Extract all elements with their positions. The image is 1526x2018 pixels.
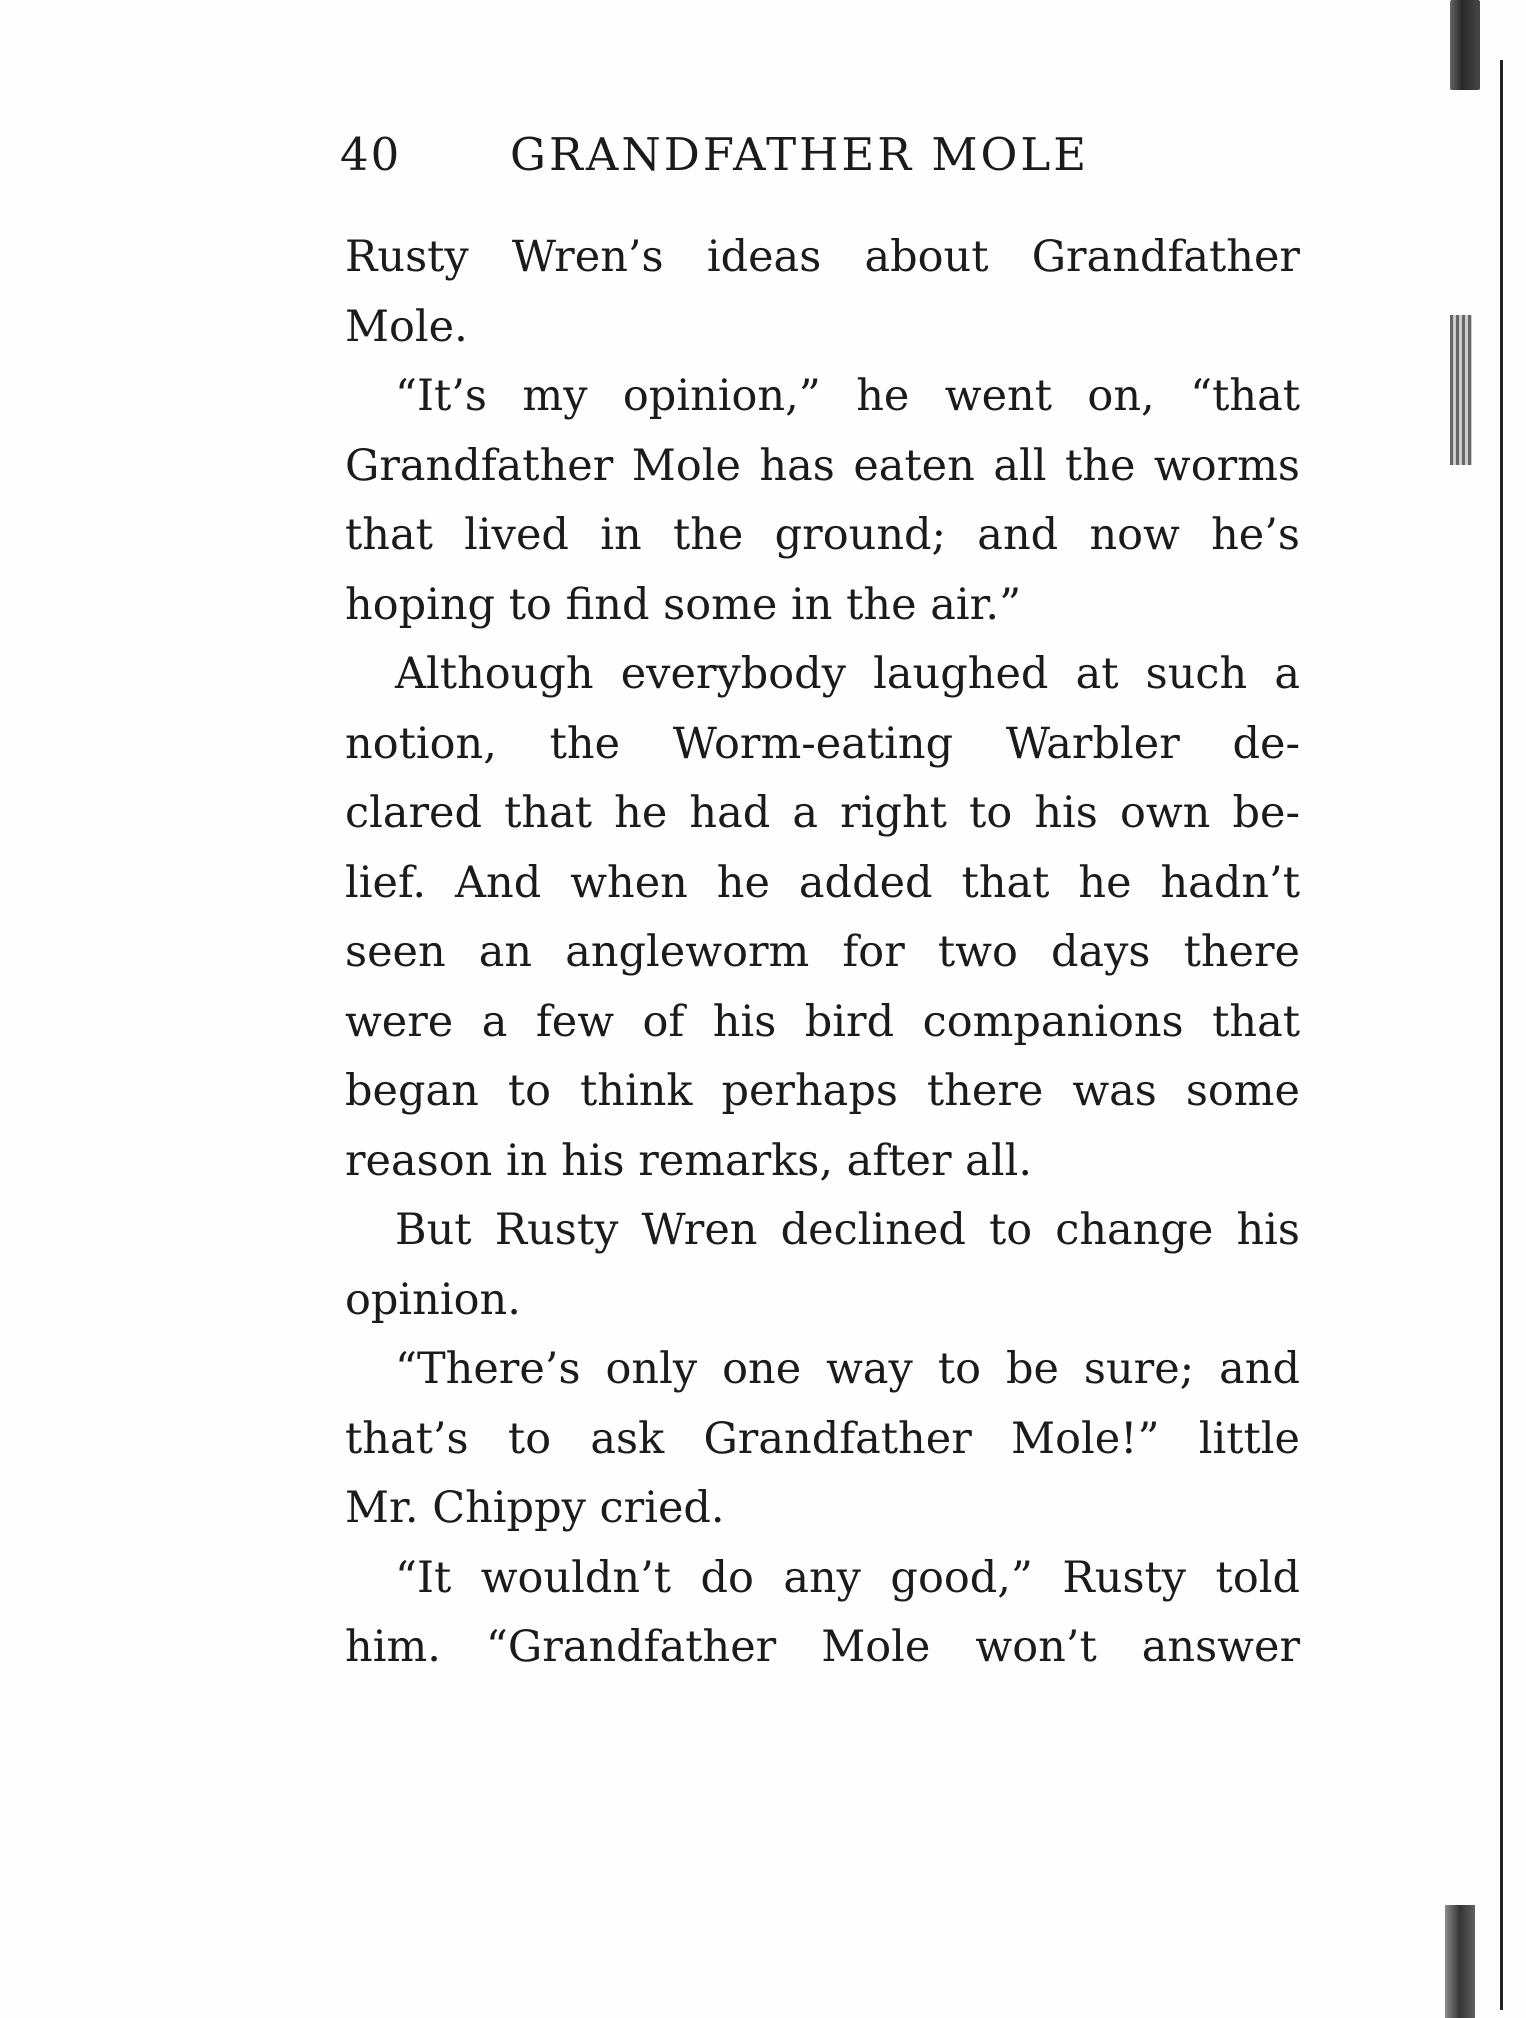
text-line: lief. And when he added that he hadn’t <box>345 857 1300 908</box>
text-line: But Rusty Wren declined to change his <box>395 1205 1300 1255</box>
text-line: began to think perhaps there was some <box>345 1066 1300 1116</box>
text-line: him. “Grandfather Mole won’t answer <box>345 1622 1300 1672</box>
text-line: hoping to find some in the air.” <box>345 579 1022 630</box>
text-line: clared that he had a right to his own be- <box>345 788 1300 838</box>
text-line: that’s to ask Grandfather Mole!” little <box>345 1413 1300 1464</box>
text-line: “It’s my opinion,” he went on, “that <box>395 371 1300 421</box>
text-line: Although everybody laughed at such a <box>395 649 1300 699</box>
page-edge-line <box>1500 60 1503 2010</box>
body-text <box>345 223 1300 1683</box>
text-line: Mr. Chippy cried. <box>345 1483 725 1533</box>
text-line: “There’s only one way to be sure; and <box>395 1344 1300 1394</box>
text-line: were a few of his bird companions that <box>345 996 1300 1047</box>
scan-edge-mark <box>1445 1905 1475 2018</box>
text-line: that lived in the ground; and now he’s <box>345 510 1300 560</box>
text-line: opinion. <box>345 1274 521 1325</box>
text-line: “It wouldn’t do any good,” Rusty told <box>395 1552 1300 1603</box>
page-header <box>340 128 1300 192</box>
running-title: GRANDFATHER MOLE <box>510 128 1090 181</box>
scan-edge-mark <box>1450 0 1480 90</box>
text-line: Grandfather Mole has eaten all the worms <box>345 440 1300 491</box>
page-number: 40 <box>340 128 402 181</box>
text-line: Mole. <box>345 301 468 352</box>
text-line: notion, the Worm-eating Warbler de- <box>345 718 1300 769</box>
text-line: reason in his remarks, after all. <box>345 1135 1032 1186</box>
text-line: Rusty Wren’s ideas about Grandfather <box>345 232 1300 282</box>
text-line: seen an angleworm for two days there <box>345 927 1300 977</box>
scan-edge-mark <box>1450 315 1472 465</box>
